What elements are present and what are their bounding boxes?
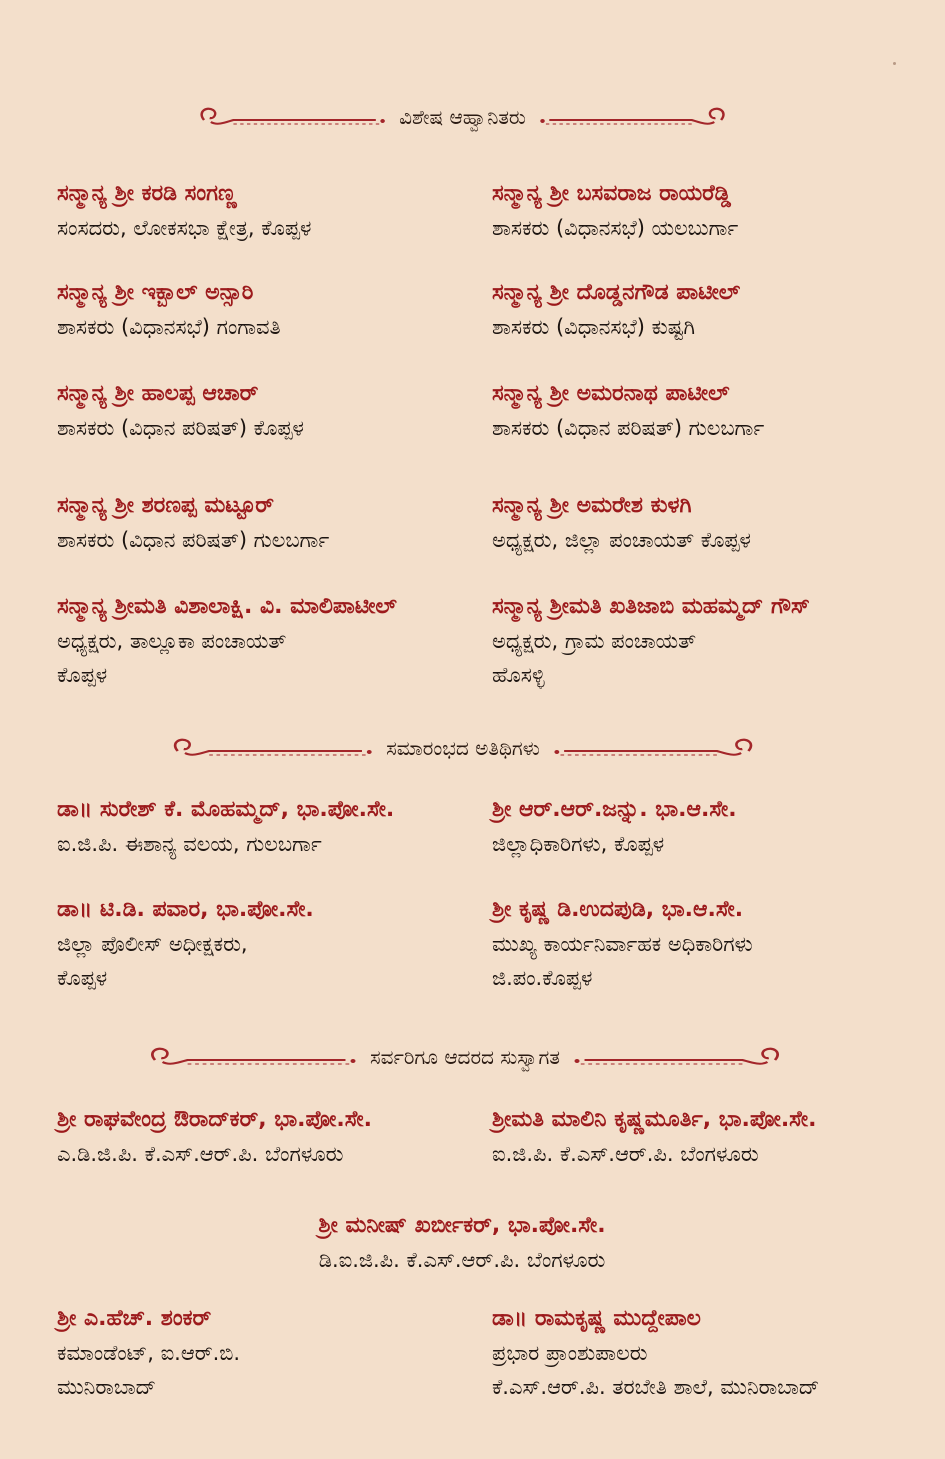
guest-name: ಶ್ರೀ ರಾಘವೇಂದ್ರ ಔರಾದ್‌ಕರ್, ಭಾ.ಪೋ.ಸೇ. — [57, 1107, 372, 1132]
guest-entry — [57, 276, 477, 344]
guest-name: ಶ್ರೀ ಆರ್.ಆರ್.ಜನ್ನು. ಭಾ.ಆ.ಸೇ. — [492, 797, 737, 822]
guest-location: ಹೊಸಳ್ಳಿ — [492, 663, 545, 687]
guest-designation: ಸಂಸದರು, ಲೋಕಸಭಾ ಕ್ಷೇತ್ರ, ಕೊಪ್ಪಳ — [57, 216, 312, 240]
guest-designation: ಶಾಸಕರು (ವಿಧಾನ ಪರಿಷತ್) ಗುಲಬರ್ಗಾ — [492, 416, 765, 440]
guest-name: ಸನ್ಮಾನ್ಯ ಶ್ರೀಮತಿ ಖತಿಜಾಬಿ ಮಹಮ್ಮದ್ ಗೌಸ್ — [492, 594, 810, 619]
guest-location: ಮುನಿರಾಬಾದ್ — [57, 1375, 156, 1399]
guest-designation: ಮುಖ್ಯ ಕಾರ್ಯನಿರ್ವಾಹಕ ಅಧಿಕಾರಿಗಳು — [492, 932, 753, 956]
guest-entry — [492, 489, 912, 557]
guest-designation: ಐ.ಜಿ.ಪಿ. ಕೆ.ಎಸ್.ಆರ್.ಪಿ. ಬೆಂಗಳೂರು — [492, 1142, 759, 1166]
section-divider-special-invitees — [195, 100, 730, 134]
guest-entry — [57, 177, 477, 245]
scroll-flourish-right-icon — [572, 1040, 785, 1074]
guest-name: ಸನ್ಮಾನ್ಯ ಶ್ರೀ ಅಮರೇಶ ಕುಳಗಿ — [492, 493, 692, 518]
guest-entry — [492, 177, 912, 245]
section-title: ಸಮಾರಂಭದ ಅತಿಥಿಗಳು — [386, 736, 540, 760]
guest-designation: ಶಾಸಕರು (ವಿಧಾನ ಪರಿಷತ್) ಗುಲಬರ್ಗಾ — [57, 528, 330, 552]
guest-name: ಸನ್ಮಾನ್ಯ ಶ್ರೀ ಹಾಲಪ್ಪ ಆಚಾರ್ — [57, 381, 259, 406]
guest-designation: ಜಿಲ್ಲಾಧಿಕಾರಿಗಳು, ಕೊಪ್ಪಳ — [492, 832, 665, 856]
guest-entry — [57, 377, 477, 445]
guest-location: ಕೊಪ್ಪಳ — [57, 966, 108, 990]
guest-designation: ಎ.ಡಿ.ಜಿ.ಪಿ. ಕೆ.ಎಸ್.ಆರ್.ಪಿ. ಬೆಂಗಳೂರು — [57, 1142, 344, 1166]
guest-name: ಶ್ರೀ ಮನೀಷ್ ಖರ್ಬೀಕರ್, ಭಾ.ಪೋ.ಸೇ. — [318, 1213, 606, 1238]
guest-name: ಶ್ರೀ ಎ.ಹೆಚ್. ಶಂಕರ್ — [57, 1306, 212, 1331]
guest-designation: ಶಾಸಕರು (ವಿಧಾನಸಭೆ) ಯಲಬುರ್ಗಾ — [492, 216, 739, 240]
guest-name: ಸನ್ಮಾನ್ಯ ಶ್ರೀ ಬಸವರಾಜ ರಾಯರೆಡ್ಡಿ — [492, 181, 731, 206]
guest-entry — [492, 377, 912, 445]
scroll-flourish-right-icon — [552, 731, 758, 765]
guest-name: ಸನ್ಮಾನ್ಯ ಶ್ರೀಮತಿ ವಿಶಾಲಾಕ್ಷಿ. ವಿ. ಮಾಲಿಪಾಟೀಲ್ — [57, 594, 397, 619]
guest-designation: ಅಧ್ಯಕ್ಷರು, ತಾಲ್ಲೂಕಾ ಪಂಚಾಯತ್ — [57, 629, 287, 653]
guest-designation: ಕಮಾಂಡೆಂಟ್, ಐ.ಆರ್.ಬಿ. — [57, 1341, 241, 1365]
scroll-flourish-right-icon — [538, 100, 730, 134]
scroll-flourish-left-icon — [195, 100, 387, 134]
guest-location: ಕೊಪ್ಪಳ — [57, 663, 108, 687]
section-title: ವಿಶೇಷ ಆಹ್ವಾನಿತರು — [399, 105, 526, 129]
guest-entry — [212, 1209, 712, 1277]
section-title: ಸರ್ವರಿಗೂ ಆದರದ ಸುಸ್ವಾಗತ — [370, 1045, 560, 1069]
guest-name: ಸನ್ಮಾನ್ಯ ಶ್ರೀ ಇಕ್ಬಾಲ್ ಅನ್ಸಾರಿ — [57, 280, 254, 305]
guest-entry — [57, 893, 477, 995]
guest-designation: ಡಿ.ಐ.ಜಿ.ಪಿ. ಕೆ.ಎಸ್.ಆರ್.ಪಿ. ಬೆಂಗಳೂರು — [318, 1248, 606, 1272]
guest-entry — [492, 1103, 912, 1171]
section-divider-ceremony-guests — [168, 731, 758, 765]
guest-entry — [57, 489, 477, 557]
guest-entry — [492, 1302, 912, 1404]
guest-name: ಶ್ರೀ ಕೃಷ್ಣ ಡಿ.ಉದಪುಡಿ, ಭಾ.ಆ.ಸೇ. — [492, 897, 744, 922]
guest-designation: ಶಾಸಕರು (ವಿಧಾನ ಪರಿಷತ್) ಕೊಪ್ಪಳ — [57, 416, 304, 440]
guest-designation: ಐ.ಜಿ.ಪಿ. ಈಶಾನ್ಯ ವಲಯ, ಗುಲಬರ್ಗಾ — [57, 832, 322, 856]
guest-designation: ಪ್ರಭಾರ ಪ್ರಾಂಶುಪಾಲರು — [492, 1341, 648, 1365]
scroll-flourish-left-icon — [145, 1040, 358, 1074]
guest-entry — [492, 590, 912, 692]
paper-speck — [893, 62, 896, 65]
guest-name: ಸನ್ಮಾನ್ಯ ಶ್ರೀ ಕರಡಿ ಸಂಗಣ್ಣ — [57, 181, 237, 206]
scroll-flourish-left-icon — [168, 731, 374, 765]
guest-entry — [57, 1103, 477, 1171]
guest-name: ಶ್ರೀಮತಿ ಮಾಲಿನಿ ಕೃಷ್ಣಮೂರ್ತಿ, ಭಾ.ಪೋ.ಸೇ. — [492, 1107, 817, 1132]
guest-location: ಕೆ.ಎಸ್.ಆರ್.ಪಿ. ತರಬೇತಿ ಶಾಲೆ, ಮುನಿರಾಬಾದ್ — [492, 1375, 820, 1399]
section-divider-welcome — [145, 1040, 785, 1074]
guest-name: ಸನ್ಮಾನ್ಯ ಶ್ರೀ ಅಮರನಾಥ ಪಾಟೀಲ್ — [492, 381, 730, 406]
guest-entry — [57, 1302, 477, 1404]
guest-entry — [492, 793, 912, 861]
guest-name: ಸನ್ಮಾನ್ಯ ಶ್ರೀ ಶರಣಪ್ಪ ಮಟ್ಟೂರ್ — [57, 493, 275, 518]
guest-designation: ಜಿಲ್ಲಾ ಪೊಲೀಸ್ ಅಧೀಕ್ಷಕರು, — [57, 932, 248, 956]
guest-entry — [492, 893, 912, 995]
guest-entry — [57, 793, 477, 861]
guest-entry — [492, 276, 912, 344]
guest-designation: ಅಧ್ಯಕ್ಷರು, ಗ್ರಾಮ ಪಂಚಾಯತ್ — [492, 629, 697, 653]
guest-name: ಸನ್ಮಾನ್ಯ ಶ್ರೀ ದೊಡ್ಡನಗೌಡ ಪಾಟೀಲ್ — [492, 280, 741, 305]
guest-designation: ಶಾಸಕರು (ವಿಧಾನಸಭೆ) ಗಂಗಾವತಿ — [57, 315, 281, 339]
guest-entry — [57, 590, 477, 692]
guest-location: ಜಿ.ಪಂ.ಕೊಪ್ಪಳ — [492, 966, 593, 990]
guest-name: ಡಾ॥ ಟಿ.ಡಿ. ಪವಾರ, ಭಾ.ಪೋ.ಸೇ. — [57, 897, 314, 922]
guest-name: ಡಾ॥ ರಾಮಕೃಷ್ಣ ಮುದ್ದೇಪಾಲ — [492, 1306, 701, 1331]
guest-name: ಡಾ॥ ಸುರೇಶ್ ಕೆ. ಮೊಹಮ್ಮದ್, ಭಾ.ಪೋ.ಸೇ. — [57, 797, 395, 822]
guest-designation: ಶಾಸಕರು (ವಿಧಾನಸಭೆ) ಕುಷ್ಟಗಿ — [492, 315, 695, 339]
guest-designation: ಅಧ್ಯಕ್ಷರು, ಜಿಲ್ಲಾ ಪಂಚಾಯತ್ ಕೊಪ್ಪಳ — [492, 528, 751, 552]
